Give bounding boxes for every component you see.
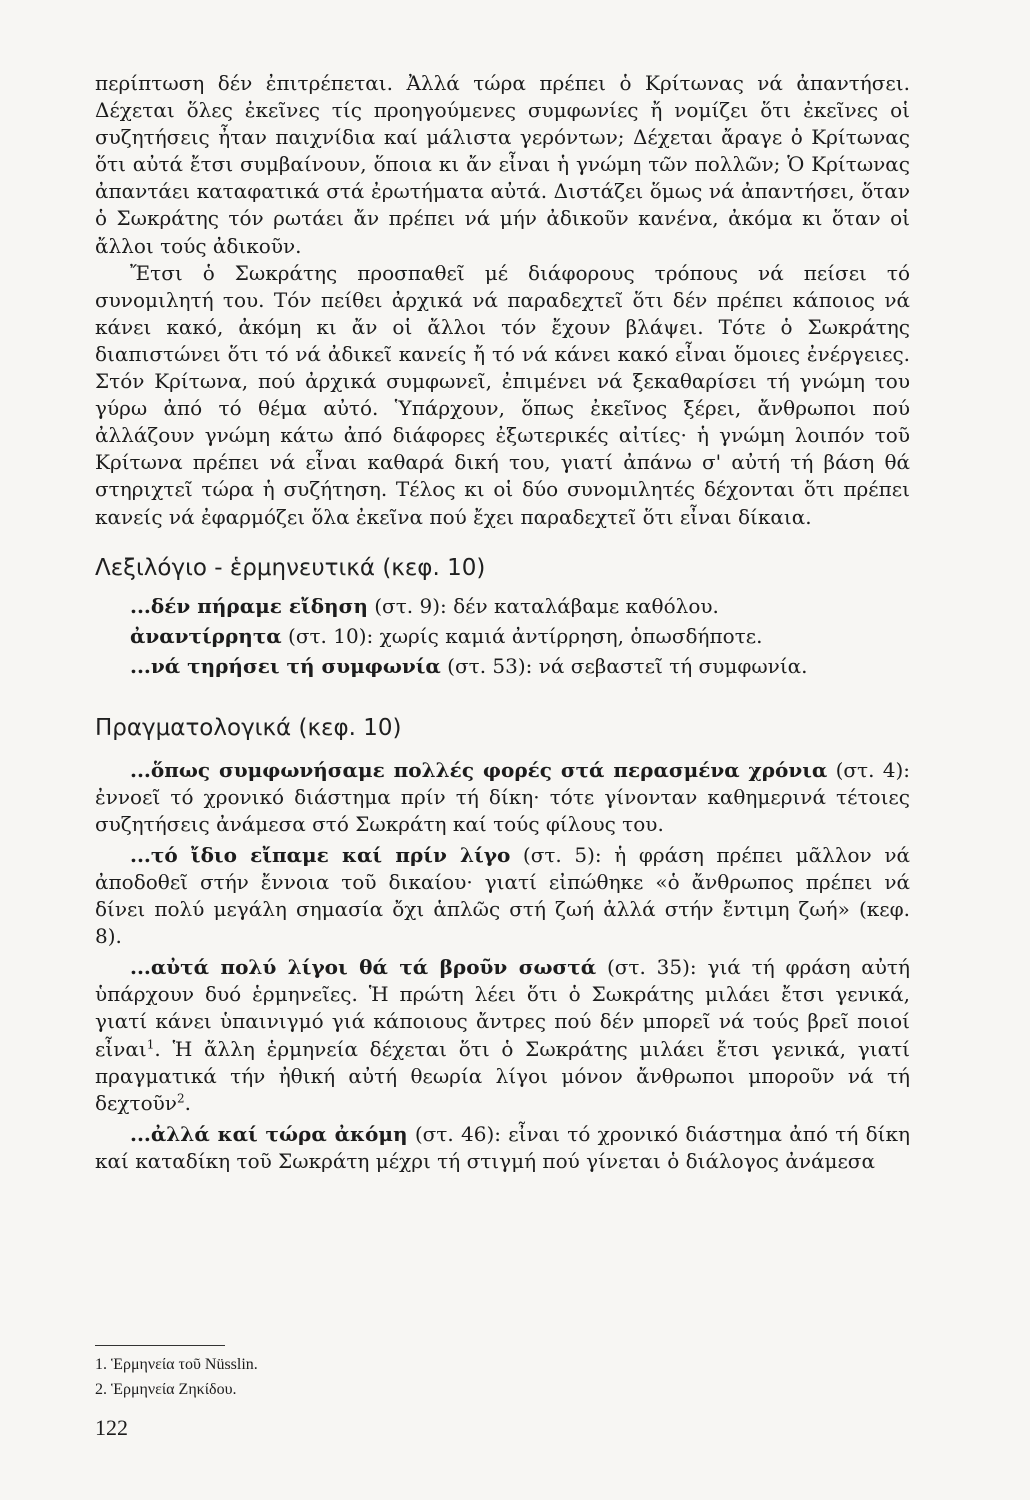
lexicon-entry <box>95 591 910 621</box>
entry-ref: (στ. 4): <box>827 757 911 782</box>
pragmatologika-entry <box>95 757 910 838</box>
entry-term: ...ὅπως συμφωνήσαμε πολλές φορές στά περασμένα χρόνια <box>130 757 828 782</box>
pragmatologika-entry <box>95 842 910 950</box>
lexicon-heading: Λεξιλόγιο - ἑρμηνευτικά (κεφ. 10) <box>95 554 486 581</box>
lexicon-entry <box>95 651 910 681</box>
lexicon-gloss: δέν καταλάβαμε καθόλου. <box>453 593 719 618</box>
lexicon-term: ...δέν πήραμε εἴδηση <box>130 593 368 618</box>
main-column <box>95 70 910 1175</box>
footnote: 1. Ἑρμηνεία τοῦ Nüsslin. <box>95 1356 258 1373</box>
lexicon-gloss: χωρίς καμιά ἀντίρρηση, ὁπωσδήποτε. <box>379 623 763 648</box>
entry-term: ...αὐτά πολύ λίγοι θά τά βροῦν σωστά <box>130 955 597 980</box>
footnote-ref-2: 2 <box>176 1091 185 1106</box>
pragmatologika-heading: Πραγματολογικά (κεφ. 10) <box>95 714 402 741</box>
lexicon-ref: (στ. 10): <box>281 623 380 648</box>
lexicon-term: ...νά τηρήσει τή συμφωνία <box>130 653 441 678</box>
intro-paragraph-1: περίπτωση δέν ἐπιτρέπεται. Ἀλλά τώρα πρέπει ὁ Κρίτωνας νά ἀπαντήσει. Δέχεται ὅλες ἐκεῖνες τίς προηγούμενες συμφωνίες ἤ νομίζει ὅτι ἐκεῖνες οἱ συζητήσεις ἦταν παιχνίδια καί μάλιστα γερόντων; Δέχεται ἄραγε ὁ Κρίτωνας ὅτι αὐτά ἔτσι συμβαίνουν, ὅποια κι ἄν εἶναι ἡ γνώμη τῶν πολλῶν; Ὁ Κρίτωνας ἀπαντάει καταφατικά στά ἐρωτήματα αὐτά. Διστάζει ὅμως νά ἀπαντήσει, ὅταν ὁ Σωκράτης τόν ρωτάει ἄν πρέπει νά μήν ἀδικοῦν κανένα, ἀκόμα κι ὅταν οἱ ἄλλοι τούς ἀδικοῦν. <box>95 71 910 258</box>
lexicon-term: ἀναντίρρητα <box>130 623 282 648</box>
entry-ref: (στ. 46): <box>407 1121 509 1146</box>
pragmatologika-entry <box>95 954 910 1117</box>
entry-ref: (στ. 5): <box>510 842 615 867</box>
page-number: 122 <box>95 1415 128 1440</box>
footnote: 2. Ἑρμηνεία Ζηκίδου. <box>95 1381 237 1398</box>
entry-term: ...τό ἴδιο εἴπαμε καί πρίν λίγο <box>130 842 511 867</box>
lexicon-entry <box>95 621 910 651</box>
entry-text: ἡ φράση πρέπει μᾶλλον νά ἀποδοθεῖ στήν ἔννοια τοῦ δικαίου· γιατί εἰπώθηκε «ὁ ἄνθρωπος πρέπει νά δίνει πολύ μεγάλη σημασία ὄχι ἁπλῶς στή ζωή ἀλλά στήν ἔντιμη ζωή» (κεφ. 8). <box>95 842 910 949</box>
lexicon-gloss: νά σεβαστεῖ τή συμφωνία. <box>538 653 808 678</box>
footnote-ref-1: 1 <box>146 1036 155 1051</box>
entry-text: ἐννοεῖ τό χρονικό διάστημα πρίν τή δίκη· τότε γίνονταν καθημερινά τέτοιες συζητήσεις ἀνάμεσα στό Σωκράτη καί τούς φίλους του. <box>95 784 910 836</box>
entry-text: εἶναι τό χρονικό διάστημα ἀπό τή δίκη καί καταδίκη τοῦ Σωκράτη μέχρι τή στιγμή πού γίνεται ὁ διάλογος ἀνάμεσα <box>95 1121 910 1173</box>
entry-term: ...ἀλλά καί τώρα ἀκόμη <box>130 1121 408 1146</box>
entry-text: . <box>184 1090 191 1115</box>
entry-text: . Ἡ ἄλλη ἑρμηνεία δέχεται ὅτι ὁ Σωκράτης μιλάει ἔτσι γενικά, γιατί πραγματικά τήν ἠθική αὐτή θεωρία λίγοι μόνον ἄνθρωποι μποροῦν νά τή δεχτοῦν <box>95 1036 910 1115</box>
intro-paragraph-2: Ἔτσι ὁ Σωκράτης προσπαθεῖ μέ διάφορους τρόπους νά πείσει τό συνομιλητή του. Τόν πείθει ἀρχικά νά παραδεχτεῖ ὅτι δέν πρέπει κάποιος νά κάνει κακό, ἀκόμη κι ἄν οἱ ἄλλοι τόν ἔχουν βλάψει. Τότε ὁ Σωκράτης διαπιστώνει ὅτι τό νά ἀδικεῖ κανείς ἤ τό νά κάνει κακό εἶναι ὅμοιες ἐνέργειες. Στόν Κρίτωνα, πού ἀρχικά συμφωνεῖ, ἐπιμένει νά ξεκαθαρίσει τή γνώμη του γύρω ἀπό τό θέμα αὐτό. Ὑπάρχουν, ὅπως ἐκεῖνος ξέρει, ἄνθρωποι πού ἀλλάζουν γνώμη κάτω ἀπό διάφορες ἐξωτερικές αἰτίες· ἡ γνώμη λοιπόν τοῦ Κρίτωνα πρέπει νά εἶναι καθαρά δική του, γιατί ἀπάνω σ' αὐτή τή βάση θά στηριχτεῖ τώρα ἡ συζήτηση. Τέλος κι οἱ δύο συνομιλητές δέχονται ὅτι πρέπει κανείς νά ἐφαρμόζει ὅλα ἐκεῖνα πού ἔχει παραδεχτεῖ ὅτι εἶναι δίκαια. <box>95 260 910 529</box>
footnote-divider <box>95 1345 225 1346</box>
entry-ref: (στ. 35): <box>596 955 708 980</box>
pragmatologika-entry <box>95 1121 910 1175</box>
footnotes <box>95 1352 258 1402</box>
entry-text: γιά τή φράση αὐτή ὑπάρχουν δυό ἑρμηνεῖες. Ἡ πρώτη λέει ὅτι ὁ Σωκράτης μιλάει ἔτσι γενικά, γιατί κάνει ὑπαινιγμό γιά κάποιους ἄντρες πού δέν μπορεῖ νά τούς βρεῖ ποιοί εἶναι <box>95 955 910 1061</box>
lexicon-ref: (στ. 53): <box>440 653 539 678</box>
lexicon-ref: (στ. 9): <box>367 593 454 618</box>
